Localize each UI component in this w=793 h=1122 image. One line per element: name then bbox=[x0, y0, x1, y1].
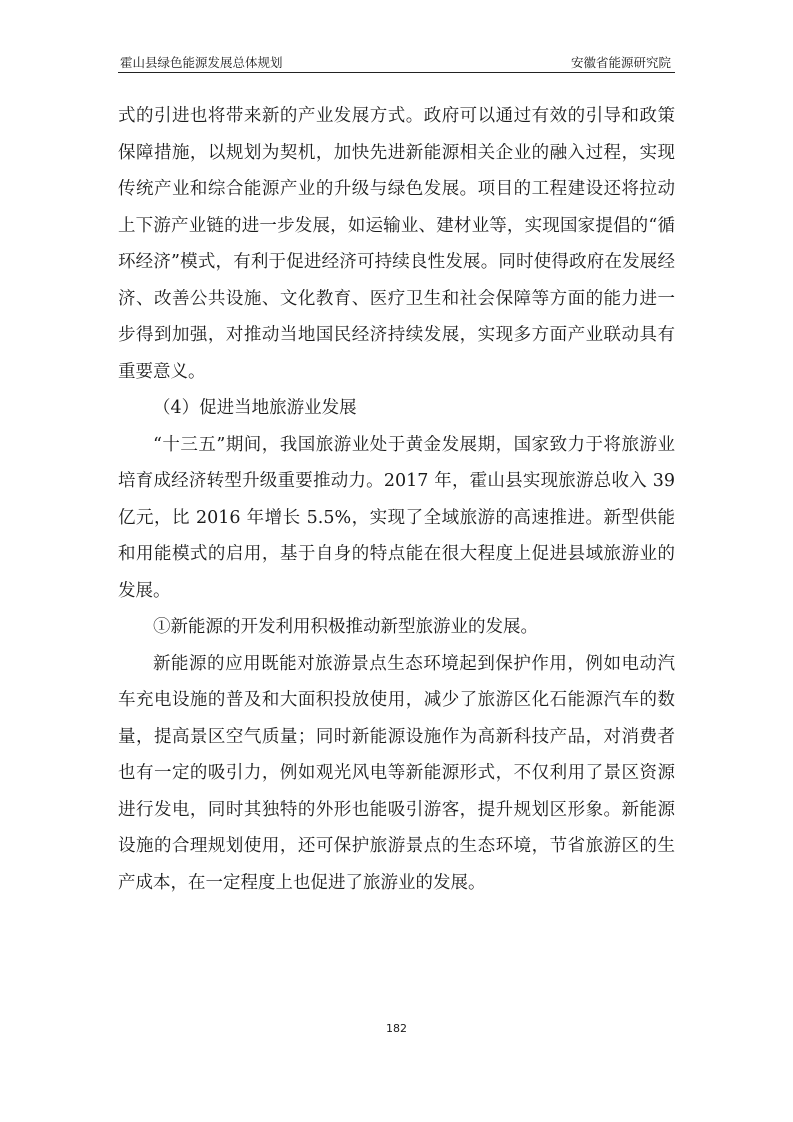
paragraph-new-energy-benefits: 新能源的应用既能对旅游景点生态环境起到保护作用，例如电动汽车充电设施的普及和大面积投放使用，减少了旅游区化石能源汽车的数量，提高景区空气质量；同时新能源设施作为高新科技产品，对消费者也有一定的吸引力，例如观光风电等新能源形式，不仅利用了景区资源进行发电，同时其独特的外形也能吸引游客，提升规划区形象。新能源设施的合理规划使用，还可保护旅游景点的生态环境，节省旅游区的生产成本，在一定程度上也促进了旅游业的发展。 bbox=[118, 653, 675, 893]
header-organization: 安徽省能源研究院 bbox=[570, 55, 671, 70]
section-heading-tourism: （4）促进当地旅游业发展 bbox=[153, 398, 357, 418]
paragraph-policy-impact: 式的引进也将带来新的产业发展方式。政府可以通过有效的引导和政策保障措施，以规划为契机，加快先进新能源相关企业的融入过程，实现传统产业和综合能源产业的升级与绿色发展。项目的工程建设还将拉动上下游产业链的进一步发展，如运输业、建材业等，实现国家提倡的“循环经济”模式，有利于促进经济可持续良性发展。同时使得政府在发展经济、改善公共设施、文化教育、医疗卫生和社会保障等方面的能力进一步得到加强，对推动当地国民经济持续发展，实现多方面产业联动具有重要意义。 bbox=[118, 106, 675, 382]
subheading-new-energy-tourism: ①新能源的开发利用积极推动新型旅游业的发展。 bbox=[153, 617, 538, 637]
page-number: 182 bbox=[386, 1022, 407, 1035]
document-body bbox=[118, 98, 675, 901]
header-divider bbox=[118, 72, 675, 73]
header-document-title: 霍山县绿色能源发展总体规划 bbox=[120, 55, 283, 70]
paragraph-tourism-overview: “十三五”期间，我国旅游业处于黄金发展期，国家致力于将旅游业培育成经济转型升级重要推动力。2017 年，霍山县实现旅游总收入 39 亿元，比 2016 年增长 5.5%，实现了全域旅游的高速推进。新型供能和用能模式的启用，基于自身的特点能在很大程度上促进县域旅游业的发展。 bbox=[118, 434, 675, 601]
page-header bbox=[118, 52, 675, 74]
